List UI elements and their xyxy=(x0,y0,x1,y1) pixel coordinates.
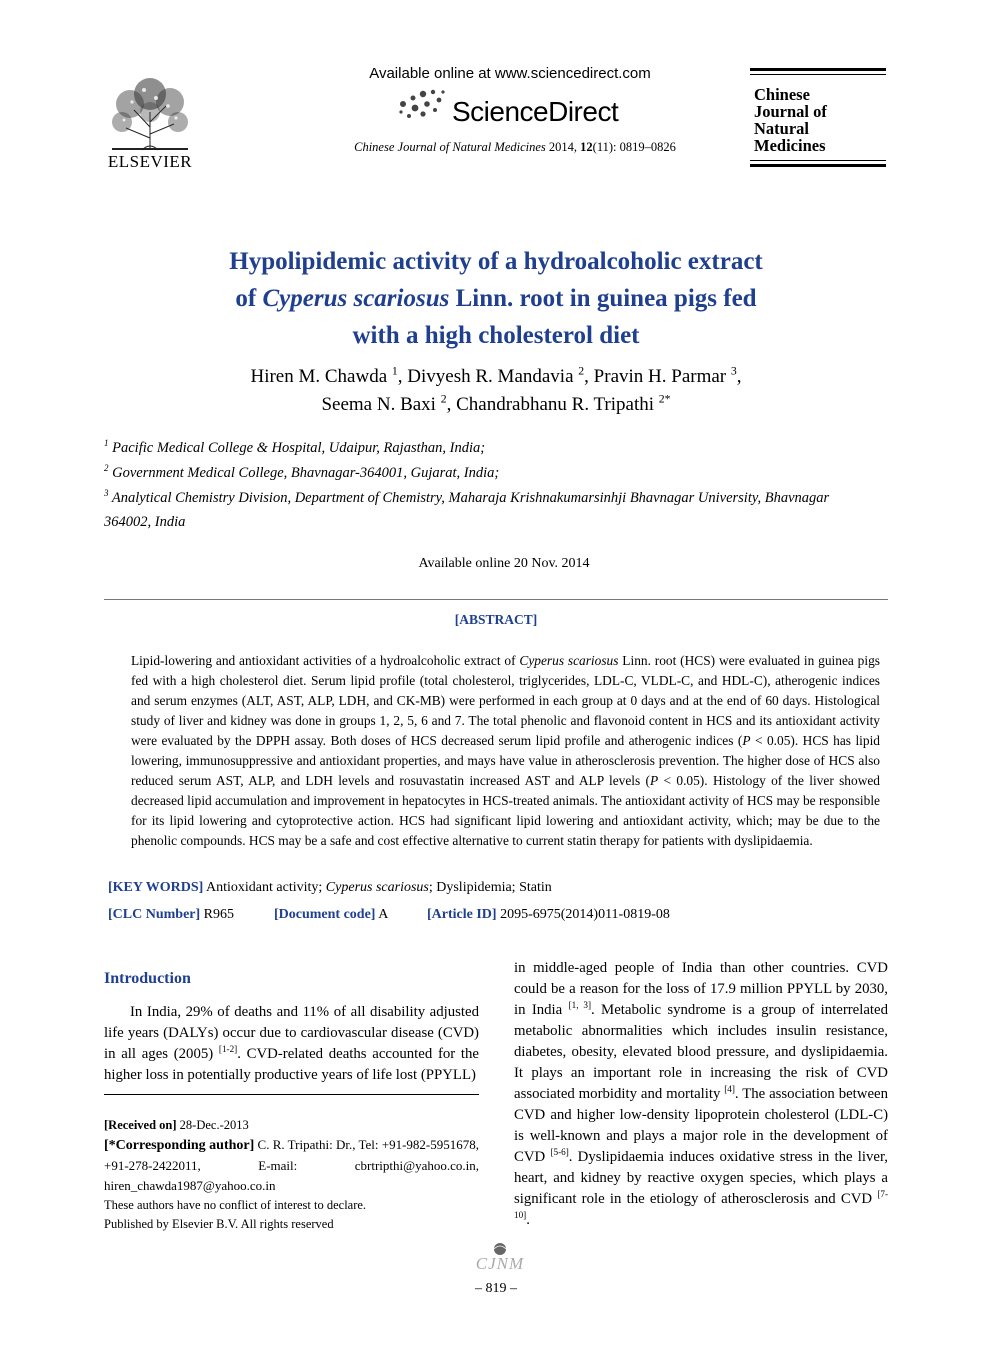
abstract-segment: Lipid-lowering and antioxidant activities of a hydroalcoholic extract of xyxy=(131,653,520,668)
intro-paragraph-continued xyxy=(514,958,888,1231)
reference-citation[interactable]: [1, 3] xyxy=(568,1000,592,1011)
received-value: 28-Dec.-2013 xyxy=(176,1118,249,1132)
masthead-line: Natural xyxy=(754,119,809,138)
author-affiliation-mark: 1 xyxy=(391,364,398,378)
citation-issue-pages: (11): 0819–0826 xyxy=(592,140,676,154)
article-id-label: [Article ID] xyxy=(427,907,497,922)
masthead-line: Journal of xyxy=(754,102,827,121)
author-name: Chandrabhanu R. Tripathi xyxy=(456,394,655,415)
p-value-symbol: P xyxy=(650,773,659,788)
page-number: – 819 – xyxy=(475,1281,517,1296)
title-line-2 xyxy=(150,280,842,317)
keywords-text: ; Dyslipidemia; Statin xyxy=(428,880,552,895)
author-affiliation-mark: 2* xyxy=(658,392,671,406)
article-id xyxy=(427,907,670,923)
title-text: Linn. root in guinea pigs fed xyxy=(449,285,757,312)
reference-citation[interactable]: [7-10] xyxy=(514,1189,888,1221)
sciencedirect-wordmark[interactable]: ScienceDirect xyxy=(452,96,619,127)
author-list xyxy=(150,363,842,419)
masthead-line: Chinese xyxy=(754,85,810,104)
author-affiliation-mark: 2 xyxy=(578,364,585,378)
author-name: Seema N. Baxi xyxy=(321,394,436,415)
abstract-segment: < 0.05). Histology of the liver showed decreased lipid accumulation and improvement in hepatocytes in HCS-treated animals. The antioxidant activity of HCS may be responsible for its lipid lowering and cytoprotective action. HCS had significant lipid lowering and antioxidant activity, which; may be due to the phenolic compounds. HCS may be a safe and cost effective alternative to current statin therapy for patients with dyslipidaemia. xyxy=(131,773,881,848)
paragraph-text: . CVD-related deaths accounted for the higher loss in potentially productive years of life lost (PPYLL) xyxy=(104,1046,479,1083)
author-separator: , xyxy=(446,394,457,415)
affiliation-number: 2 xyxy=(104,463,109,474)
paragraph-text: . Dyslipidaemia induces oxidative stress in the liver, heart, and kidney by reactive oxygen species, which plays a significant role in the etiology of atherosclerosis and CVD xyxy=(514,1149,888,1207)
available-online-link[interactable]: Available online at www.sciencedirect.com xyxy=(369,65,651,82)
citation-year: 2014, xyxy=(548,140,578,154)
reference-citation[interactable]: [5-6] xyxy=(550,1147,569,1158)
author-separator: , xyxy=(584,366,594,387)
author-affiliation-mark: 2 xyxy=(440,392,447,406)
species-name: Cyperus scariosus xyxy=(325,880,429,895)
citation-volume: 12 xyxy=(580,140,593,154)
reference-citation[interactable]: [4] xyxy=(724,1084,735,1095)
author-name: Divyesh R. Mandavia xyxy=(407,366,574,387)
abstract-text xyxy=(131,651,880,851)
article-id-value: 2095-6975(2014)011-0819-08 xyxy=(496,907,670,922)
keywords-label: [KEY WORDS] xyxy=(108,880,204,895)
title-text: of xyxy=(235,285,263,312)
affiliation-text: Government Medical College, Bhavnagar-364001, Gujarat, India; xyxy=(112,465,500,481)
affiliation-text: Analytical Chemistry Division, Department of Chemistry, Maharaja Krishnakumarsinhji Bhavnagar University, Bhavnagar 364002, India xyxy=(104,490,830,530)
affiliation-number: 3 xyxy=(104,488,109,499)
journal-masthead-title xyxy=(754,86,827,154)
species-name: Cyperus scariosus xyxy=(519,653,619,668)
clc-label: [CLC Number] xyxy=(108,907,201,922)
footnote-divider xyxy=(104,1094,479,1095)
clc-value: R965 xyxy=(200,907,234,922)
masthead-rule-top xyxy=(750,68,886,71)
abstract-heading: [ABSTRACT] xyxy=(454,612,538,627)
title-line-3: with a high cholesterol diet xyxy=(352,322,640,349)
document-code-value: A xyxy=(375,907,389,922)
author-name: Hiren M. Chawda xyxy=(250,366,388,387)
cjnm-footer-text: CJNM xyxy=(475,1254,525,1273)
received-label: [Received on] xyxy=(104,1118,177,1132)
author-separator: , xyxy=(736,366,742,387)
affiliation-number: 1 xyxy=(104,438,109,449)
footnote xyxy=(104,1116,479,1234)
section-heading-introduction: Introduction xyxy=(104,970,191,987)
intro-paragraph xyxy=(104,1002,479,1086)
reference-citation[interactable]: [1-2] xyxy=(218,1044,238,1055)
journal-citation xyxy=(300,140,730,155)
affiliation-text: Pacific Medical College & Hospital, Udaipur, Rajasthan, India; xyxy=(112,440,486,456)
clc-number xyxy=(108,907,234,923)
affiliation xyxy=(104,436,894,460)
conflict-statement: These authors have no conflict of interest to declare. xyxy=(104,1198,367,1212)
abstract-segment: Linn. root (HCS) were evaluated in guinea pigs fed with a high cholesterol diet. Serum lipid profile (total cholesterol, triglycerides, LDL-C, VLDL-C, and HDL-C), atherogenic indices and serum enzymes (ALT, AST, ALP, LDH, and CK-MB) were performed in each group at 0 days and at the end of 60 days. Histological study of liver and kidney was done in groups 1, 2, 5, 6 and 7. The total phenolic and flavonoid content in HCS and its antioxidant activity were evaluated by the DPPH assay. Both doses of HCS decreased serum lipid profile and atherogenic indices ( xyxy=(131,653,880,748)
keywords xyxy=(108,880,552,896)
document-code xyxy=(274,907,388,923)
publisher-name: ELSEVIER xyxy=(107,152,193,171)
paragraph-text: . xyxy=(526,1212,530,1228)
citation-journal: Chinese Journal of Natural Medicines xyxy=(354,140,546,154)
keywords-text: Antioxidant activity; xyxy=(203,880,326,895)
author-affiliation-mark: 3 xyxy=(730,364,737,378)
document-code-label: [Document code] xyxy=(274,907,376,922)
affiliation xyxy=(104,461,894,485)
corresponding-label: [*Corresponding author] xyxy=(104,1138,255,1153)
corresponding-value: C. R. Tripathi: Dr., Tel: +91-982-5951678, +91-278-2422011, E-mail: cbrtripthi@yahoo.co.in, hiren_chawda1987@yahoo.co.in xyxy=(104,1137,479,1193)
p-value-symbol: P xyxy=(742,733,751,748)
abstract-segment: < 0.05). HCS has lipid lowering, immunosuppressive and antioxidant properties, and mays have value in atherosclerosis prevention. The higher dose of HCS also reduced serum AST, ALP, and LDH levels and rosuvastatin increased AST and ALP levels ( xyxy=(131,733,880,788)
author-name: Pravin H. Parmar xyxy=(593,366,727,387)
masthead-rule-bottom xyxy=(750,164,886,167)
affiliation xyxy=(104,486,864,534)
publisher-statement: Published by Elsevier B.V. All rights reserved xyxy=(104,1217,334,1231)
paragraph-text: . The association between CVD and higher low-density lipoprotein cholesterol (LDL-C) is well-known and plays a major role in the development of CVD xyxy=(514,1086,888,1165)
paragraph-text: In India, 29% of deaths and 11% of all disability adjusted life years (DALYs) occur due to cardiovascular disease (CVD) in all ages (2005) xyxy=(104,1004,479,1062)
paragraph-text: . Metabolic syndrome is a group of interrelated metabolic abnormalities which includes insulin resistance, diabetes, obesity, elevated blood pressure, and dyslipidaemia. It plays an important role in increasing the risk of CVD associated morbidity and mortality xyxy=(514,1002,888,1102)
paragraph-text: in middle-aged people of India than other countries. CVD could be a reason for the loss of 17.9 million PPYLL by 2030, in India xyxy=(514,960,888,1018)
masthead-rule-top-thin xyxy=(750,74,886,75)
article-title xyxy=(150,243,842,354)
masthead-line: Medicines xyxy=(754,136,826,155)
title-line-1: Hypolipidemic activity of a hydroalcoholic extract xyxy=(229,248,763,275)
author-separator: , xyxy=(397,366,408,387)
corresponding-author xyxy=(104,1135,479,1196)
divider xyxy=(104,599,888,600)
cjnm-footer-mark xyxy=(470,1240,530,1280)
received-date xyxy=(104,1116,479,1135)
species-name: Cyperus scariosus xyxy=(262,285,450,312)
available-online-date: Available online 20 Nov. 2014 xyxy=(418,556,590,571)
masthead-rule-bottom-thin xyxy=(750,160,886,161)
